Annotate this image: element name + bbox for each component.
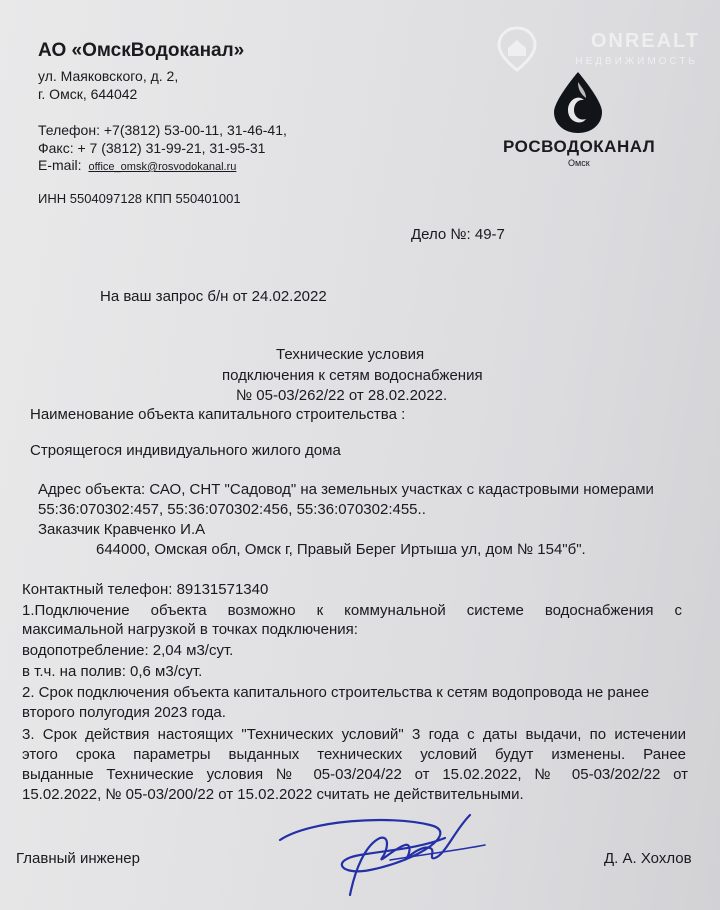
- paragraph-3-line2: этого срока параметры выданных технических условий будут изменены. Ранее: [22, 746, 686, 763]
- document-subtitle: подключения к сетям водоснабжения: [222, 367, 483, 384]
- signature-mark: [270, 800, 500, 900]
- object-label: Наименование объекта капитального строительства :: [30, 406, 406, 423]
- signer-position: Главный инженер: [16, 850, 140, 867]
- org-address-line2: г. Омск, 644042: [38, 86, 138, 102]
- org-address-line1: ул. Маяковского, д. 2,: [38, 68, 179, 84]
- paragraph-1-line1: 1.Подключение объекта возможно к коммунальной системе водоснабжения с: [22, 602, 682, 619]
- paragraph-1-line2: максимальной нагрузкой в точках подключения:: [22, 621, 358, 638]
- object-address-line2: 55:36:070302:457, 55:36:070302:456, 55:36:070302:455..: [38, 501, 426, 518]
- org-fax: Факс: + 7 (3812) 31-99-21, 31-95-31: [38, 140, 266, 156]
- email-link[interactable]: office_omsk@rosvodokanal.ru: [88, 161, 237, 173]
- email-label: E-mail:: [38, 157, 82, 173]
- contact-phone: Контактный телефон: 89131571340: [22, 581, 269, 598]
- document-number: № 05-03/262/22 от 28.02.2022.: [236, 387, 448, 404]
- logo-city: Омск: [568, 158, 590, 168]
- org-phone: Телефон: +7(3812) 53-00-11, 31-46-41,: [38, 122, 287, 138]
- watermark-subtitle: НЕДВИЖИМОСТЬ: [575, 56, 698, 67]
- paragraph-3-line1: 3. Срок действия настоящих "Технических условий" 3 года с даты выдачи, по истечении: [22, 726, 686, 743]
- customer-name: Заказчик Кравченко И.А: [38, 521, 206, 538]
- org-email-row: [38, 157, 236, 173]
- logo-name: РОСВОДОКАНАЛ: [503, 137, 656, 156]
- object-address-line1: Адрес объекта: САО, СНТ "Садовод" на земельных участках с кадастровыми номерами: [38, 481, 654, 498]
- signer-name: Д. А. Хохлов: [604, 850, 692, 867]
- org-inn: ИНН 5504097128 КПП 550401001: [38, 191, 241, 206]
- watermark-brand: ONREALT: [590, 30, 700, 52]
- water-drop-logo-icon: [548, 70, 608, 134]
- paragraph-1-line3: водопотребление: 2,04 м3/сут.: [22, 642, 234, 659]
- paragraph-1-line4: в т.ч. на полив: 0,6 м3/сут.: [22, 663, 203, 680]
- paragraph-2-line1: 2. Срок подключения объекта капитального строительства к сетям водопровода не ранее: [22, 684, 650, 701]
- org-name: АО «ОмскВодоканал»: [38, 40, 245, 61]
- document-title: Технические условия: [276, 346, 425, 363]
- home-pin-icon: [496, 26, 538, 72]
- object-value: Строящегося индивидуального жилого дома: [30, 442, 341, 459]
- paragraph-3-line4: 15.02.2022, № 05-03/200/22 от 15.02.2022 считать не действительными.: [22, 786, 524, 803]
- paragraph-3-line3: выданные Технические условия № 05-03/204/22 от 15.02.2022, № 05-03/202/22 от: [22, 766, 688, 783]
- case-number: Дело №: 49-7: [411, 226, 505, 243]
- customer-address: 644000, Омская обл, Омск г, Правый Берег Иртыша ул, дом № 154"б".: [96, 541, 586, 558]
- request-reference: На ваш запрос б/н от 24.02.2022: [100, 288, 327, 305]
- paragraph-2-line2: второго полугодия 2023 года.: [22, 704, 226, 721]
